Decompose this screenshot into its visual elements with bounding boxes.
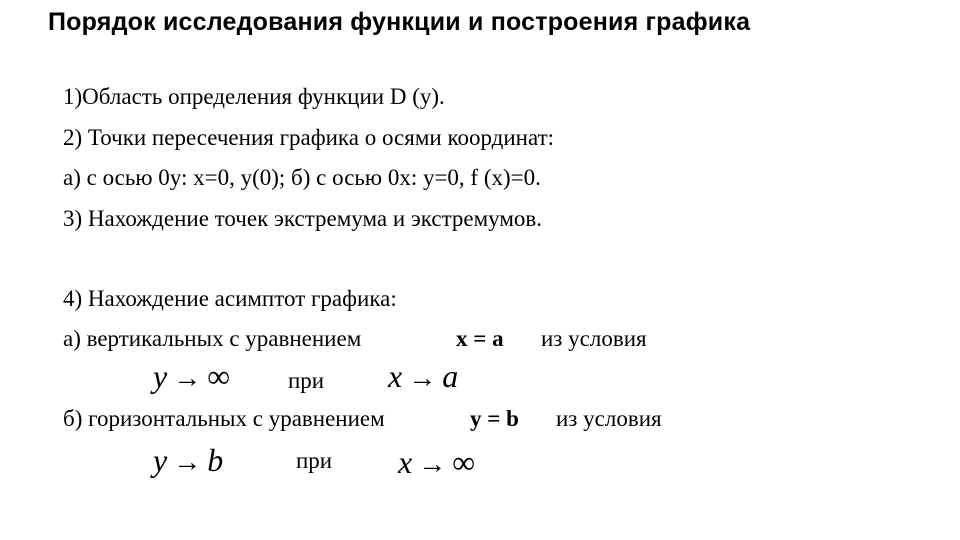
vertical-when: при — [288, 368, 325, 393]
vertical-limit-x — [388, 358, 458, 395]
var-y: y — [153, 358, 168, 394]
vertical-asymptote-lead: а) вертикальных с уравнением — [63, 326, 362, 351]
var-x: x — [398, 444, 413, 480]
vertical-limit-y — [153, 358, 230, 395]
item-axis-conditions: а) с осью 0у: х=0, у(0); б) с осью 0х: у=0, f (х)=0. — [63, 165, 541, 190]
var-a: a — [442, 358, 459, 394]
var-y: y — [153, 442, 168, 478]
infinity-symbol: ∞ — [452, 444, 476, 480]
horizontal-limit-x — [398, 444, 475, 481]
horizontal-condition-label: из условия — [556, 406, 662, 431]
infinity-symbol: ∞ — [207, 358, 231, 394]
horizontal-limit-y — [153, 442, 223, 479]
var-x: x — [388, 358, 403, 394]
horizontal-equation: y = b — [470, 406, 519, 431]
item-extrema: 3) Нахождение точек экстремума и экстремумов. — [63, 206, 543, 231]
item-domain: 1)Область определения функции D (у). — [63, 84, 445, 109]
item-asymptotes: 4) Нахождение асимптот графика: — [63, 286, 397, 311]
arrow-icon: → — [173, 363, 202, 394]
item-intersections: 2) Точки пересечения графика о осями координат: — [63, 125, 555, 150]
horizontal-when: при — [296, 448, 333, 473]
arrow-icon: → — [173, 447, 202, 478]
var-b: b — [207, 442, 224, 478]
arrow-icon: → — [408, 363, 437, 394]
arrow-icon: → — [418, 449, 447, 480]
horizontal-asymptote-lead: б) горизонтальных с уравнением — [63, 406, 385, 431]
slide-title: Порядок исследования функции и построения графика — [48, 8, 751, 36]
vertical-equation: x = a — [456, 326, 504, 351]
vertical-condition-label: из условия — [541, 326, 647, 351]
